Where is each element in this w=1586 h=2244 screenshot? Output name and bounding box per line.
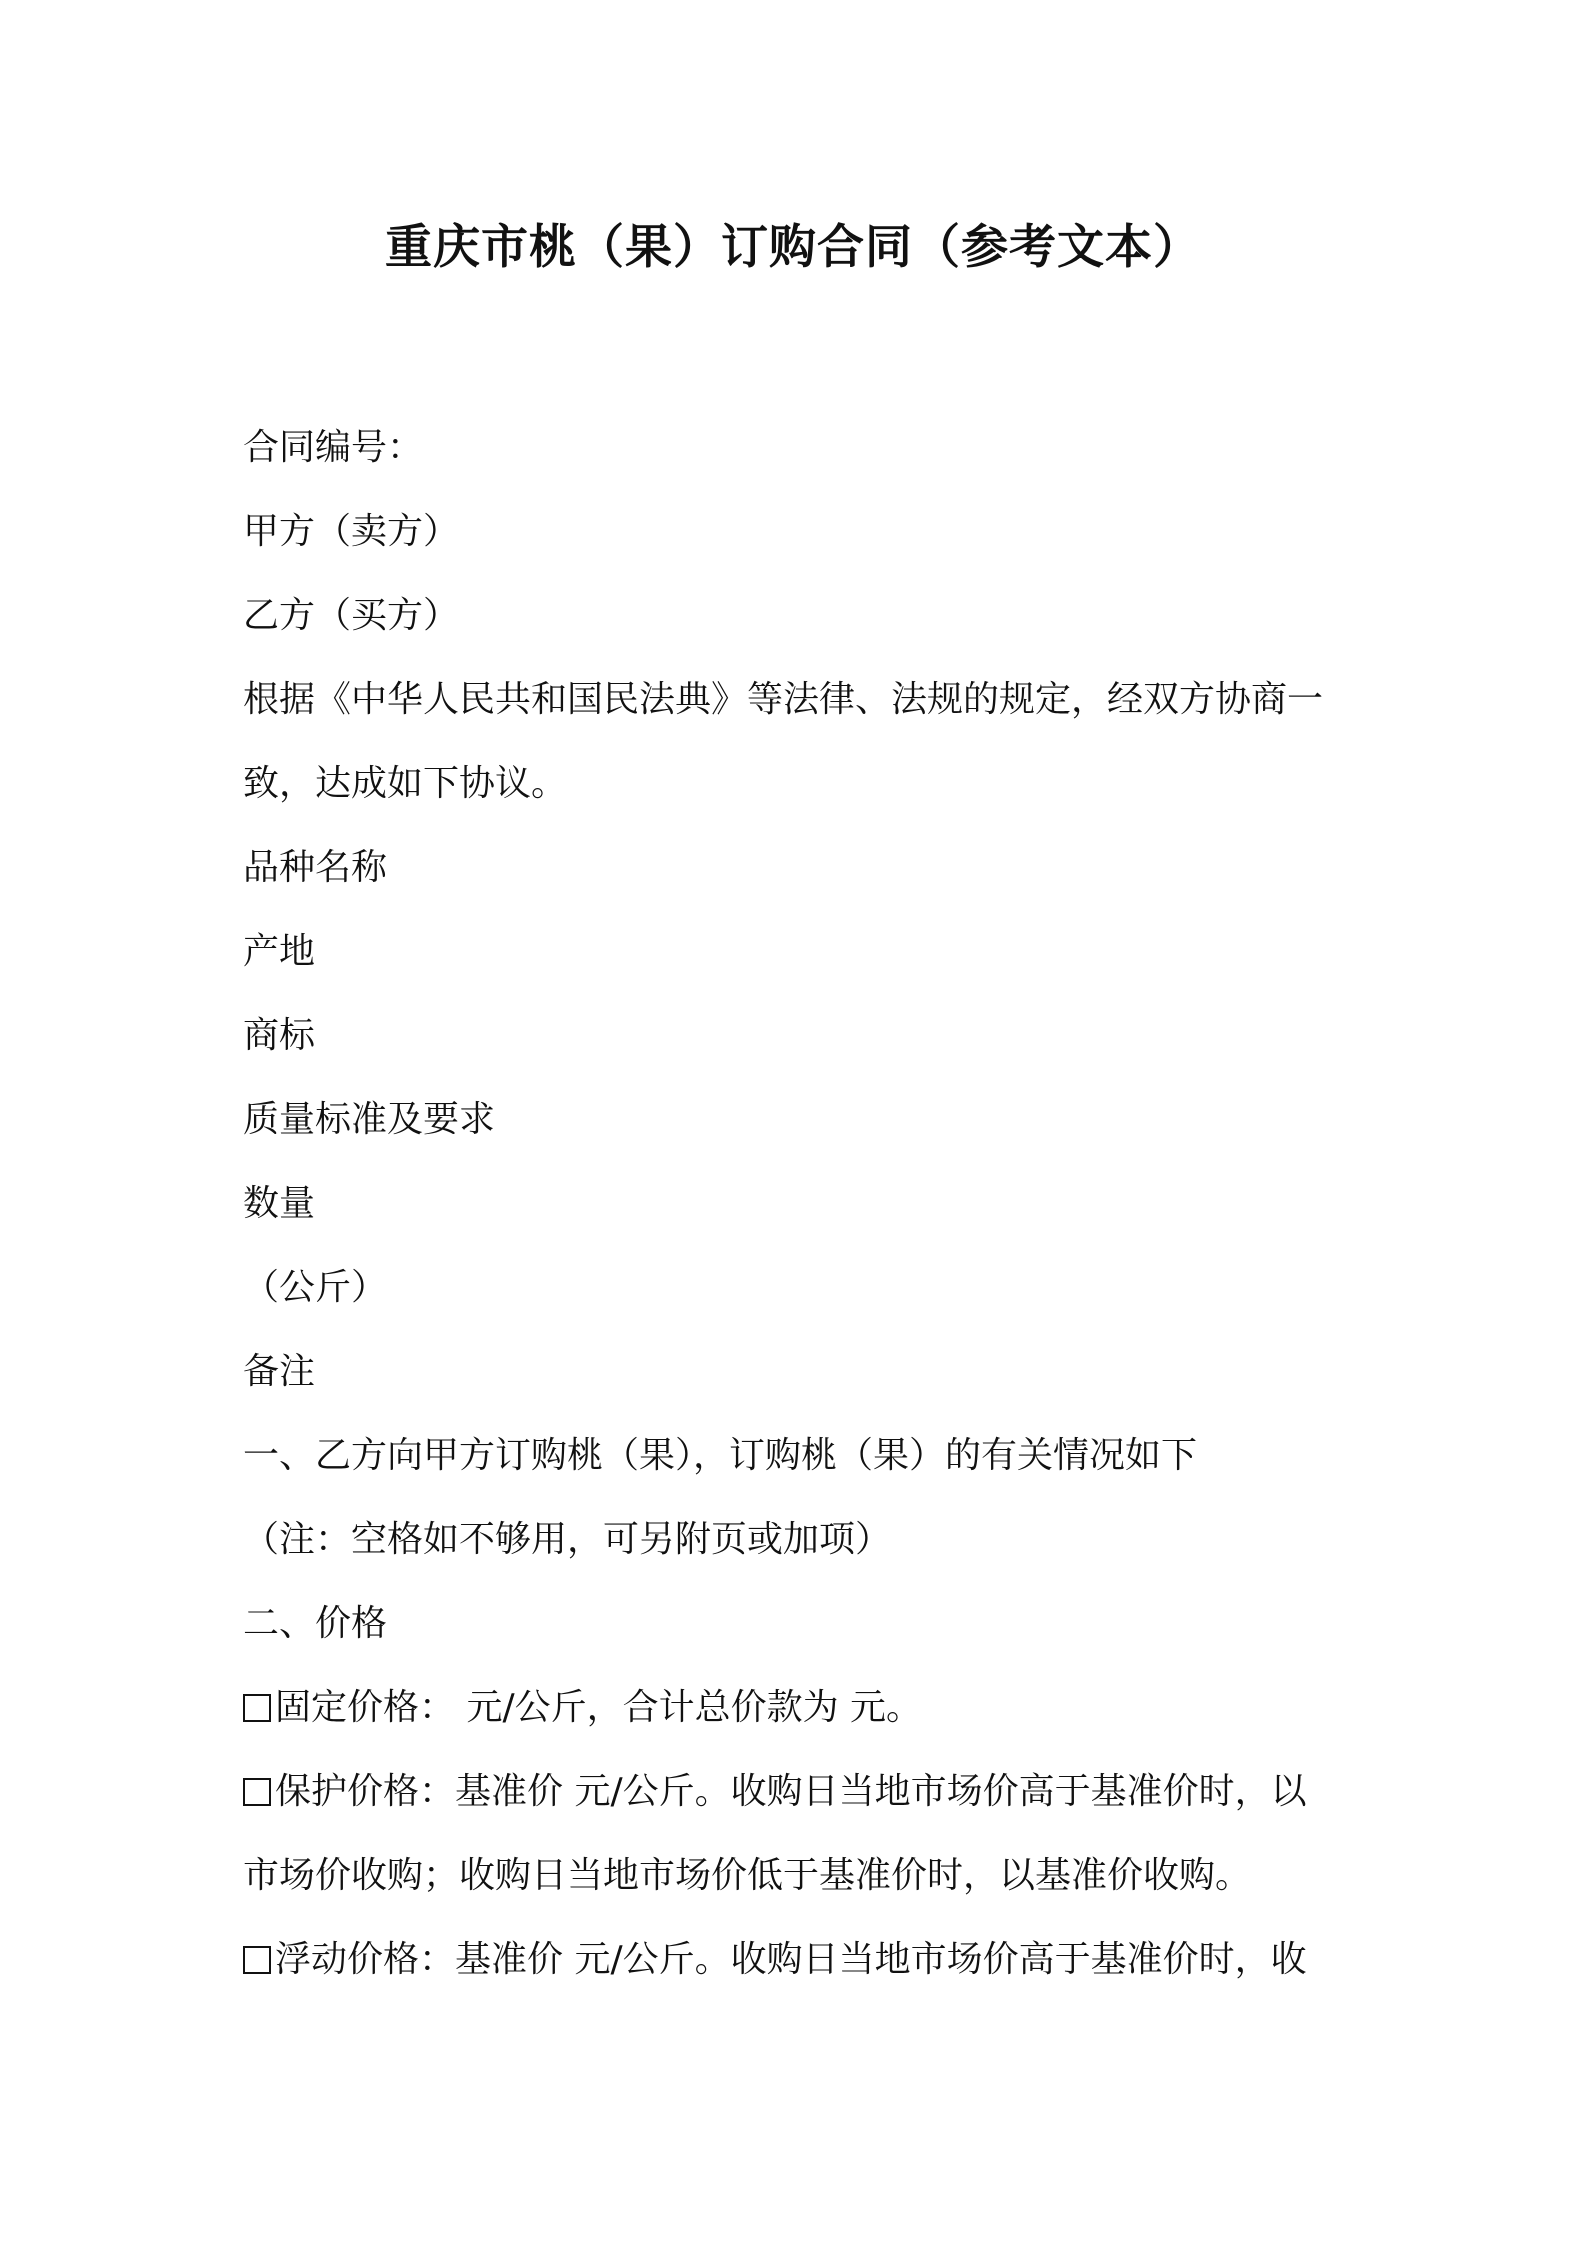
field-quantity: 数量 [243,1183,316,1224]
field-quantity-unit: （公斤） [243,1267,388,1308]
field-remarks: 备注 [243,1351,316,1392]
document-title: 重庆市桃（果）订购合同（参考文本） [385,220,1201,275]
price-option-fixed [243,1666,1363,1750]
floating-price-checkbox[interactable] [243,1946,271,1974]
floating-price-text-1: 浮动价格：基准价 元/公斤。收购日当地市场价高于基准价时，收 [275,1939,1307,1980]
fixed-price-text: 固定价格： 元/公斤，合计总价款为 元。 [275,1687,923,1728]
field-variety-name: 品种名称 [243,847,388,888]
section-1-heading: 一、乙方向甲方订购桃（果），订购桃（果）的有关情况如下 [243,1435,1198,1476]
section-1-note: （注：空格如不够用，可另附页或加项） [243,1519,892,1560]
protected-price-text-2: 市场价收购；收购日当地市场价低于基准价时，以基准价收购。 [243,1855,1252,1896]
field-trademark: 商标 [243,1015,316,1056]
preamble-line-1: 根据《中华人民共和国民法典》等法律、法规的规定，经双方协商一 [243,679,1324,720]
price-option-floating [243,1918,1363,2002]
party-a-seller: 甲方（卖方） [243,511,460,552]
protected-price-checkbox[interactable] [243,1778,271,1806]
preamble-line-2: 致，达成如下协议。 [243,763,568,804]
fixed-price-checkbox[interactable] [243,1694,271,1722]
party-b-buyer: 乙方（买方） [243,595,460,636]
protected-price-text-1: 保护价格：基准价 元/公斤。收购日当地市场价高于基准价时，以 [275,1771,1307,1812]
contract-number-label: 合同编号： [243,427,424,468]
field-origin: 产地 [243,931,316,972]
contract-body [243,406,1363,2002]
field-quality-standard: 质量标准及要求 [243,1099,496,1140]
section-2-heading: 二、价格 [243,1603,388,1644]
price-option-protected [243,1750,1363,1834]
